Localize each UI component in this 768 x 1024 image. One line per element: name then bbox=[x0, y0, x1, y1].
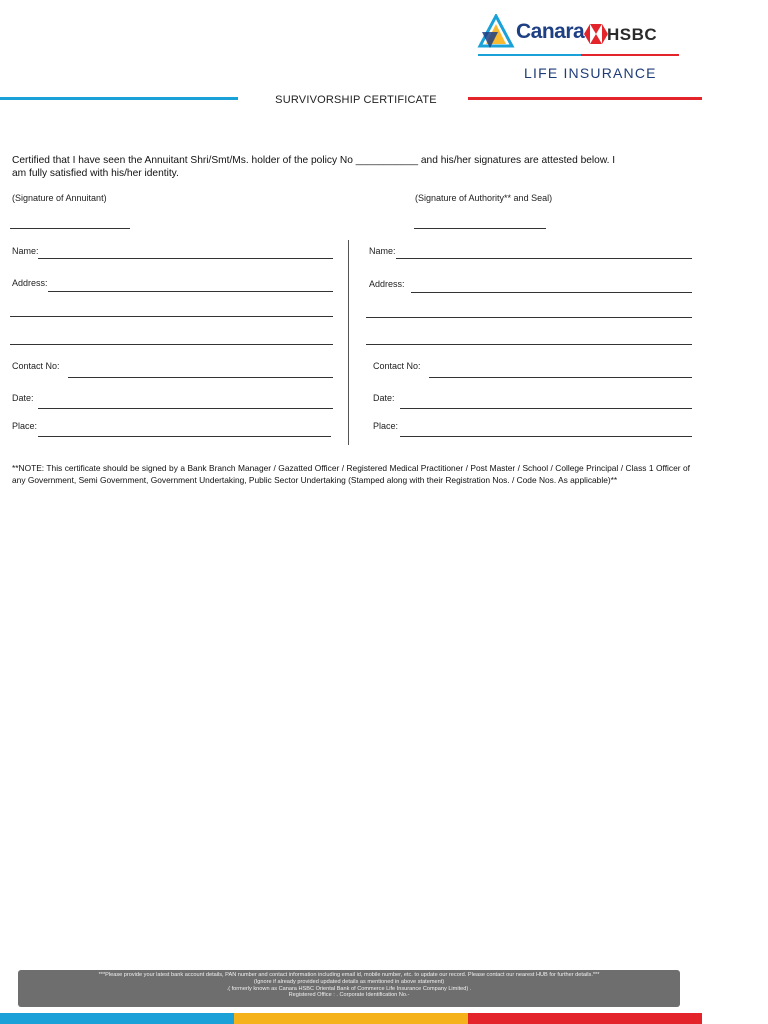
authority-address-line-1[interactable] bbox=[411, 292, 692, 293]
authority-place-label: Place: bbox=[373, 421, 399, 431]
annuitant-address-line-3[interactable] bbox=[10, 344, 333, 345]
annuitant-place-line[interactable] bbox=[38, 436, 331, 437]
annuitant-signature-line[interactable] bbox=[10, 228, 130, 229]
authority-contact-line[interactable] bbox=[429, 377, 692, 378]
annuitant-address-line-1[interactable] bbox=[48, 291, 333, 292]
authority-name-line[interactable] bbox=[396, 258, 692, 259]
certificate-note: **NOTE: This certificate should be signed by a Bank Branch Manager / Gazatted Officer / Registered Medical Practitioner / Post Master / School / College Principal / Class 1 Officer of any Government, Semi Government, Government Undertaking, Public Sector Undertaking (Stamped along with their Registration Nos. / Code Nos. As applicable)** bbox=[12, 463, 690, 486]
authority-address-label: Address: bbox=[369, 279, 405, 289]
certification-line-1: Certified that I have seen the Annuitant Shri/Smt/Ms. holder of the policy No ___________ and his/her signatures are attested below. I bbox=[12, 155, 616, 166]
company-logo bbox=[476, 14, 686, 84]
annuitant-signature-label: (Signature of Annuitant) bbox=[12, 193, 107, 203]
annuitant-contact-line[interactable] bbox=[68, 377, 333, 378]
annuitant-contact-label: Contact No: bbox=[12, 361, 60, 371]
footer-line-2: (Ignore if already provided updated details as mentioned in above statement) bbox=[253, 978, 445, 985]
title-rule-right bbox=[468, 97, 702, 100]
logo-rule-red bbox=[581, 54, 679, 56]
hsbc-hexagon-icon bbox=[584, 22, 608, 46]
authority-address-line-3[interactable] bbox=[366, 344, 692, 345]
footer-line-1: ***Please provide your latest bank account details, PAN number and contact information including email id, mobile number, etc. to update our record. Please contact our nearest HUB for further details.*** bbox=[98, 972, 600, 978]
authority-address-line-2[interactable] bbox=[366, 317, 692, 318]
footer-stripe-yellow bbox=[234, 1013, 468, 1024]
certification-line-2: am fully satisfied with his/her identity. bbox=[12, 168, 179, 179]
document-title: SURVIVORSHIP CERTIFICATE bbox=[275, 94, 437, 106]
authority-contact-label: Contact No: bbox=[373, 361, 421, 371]
authority-signature-line[interactable] bbox=[414, 228, 546, 229]
annuitant-date-label: Date: bbox=[12, 393, 34, 403]
annuitant-address-line-2[interactable] bbox=[10, 316, 333, 317]
canara-logo-icon bbox=[476, 14, 516, 52]
annuitant-date-line[interactable] bbox=[38, 408, 333, 409]
authority-name-label: Name: bbox=[369, 246, 396, 256]
life-insurance-subtitle: LIFE INSURANCE bbox=[524, 65, 657, 81]
annuitant-name-label: Name: bbox=[12, 246, 39, 256]
authority-place-line[interactable] bbox=[400, 436, 692, 437]
footer-notice bbox=[18, 970, 680, 1007]
canara-wordmark: Canara bbox=[516, 20, 585, 43]
logo-rule-blue bbox=[478, 54, 581, 56]
authority-signature-label: (Signature of Authority** and Seal) bbox=[415, 193, 553, 203]
title-rule-left bbox=[0, 97, 238, 100]
certification-statement bbox=[12, 154, 692, 180]
annuitant-name-line[interactable] bbox=[38, 258, 333, 259]
footer-line-4: Registered Office : . Corporate Identification No.- bbox=[288, 992, 410, 999]
authority-date-label: Date: bbox=[373, 393, 395, 403]
footer-stripe-red bbox=[468, 1013, 702, 1024]
hsbc-wordmark: HSBC bbox=[607, 25, 658, 44]
footer-line-3: .( formerly known as Canara HSBC Oriental Bank of Commerce Life Insurance Company Limited) . bbox=[226, 985, 472, 992]
annuitant-place-label: Place: bbox=[12, 421, 38, 431]
column-divider bbox=[348, 240, 349, 445]
authority-date-line[interactable] bbox=[400, 408, 692, 409]
footer-stripe-blue bbox=[0, 1013, 234, 1024]
annuitant-address-label: Address: bbox=[12, 278, 48, 288]
